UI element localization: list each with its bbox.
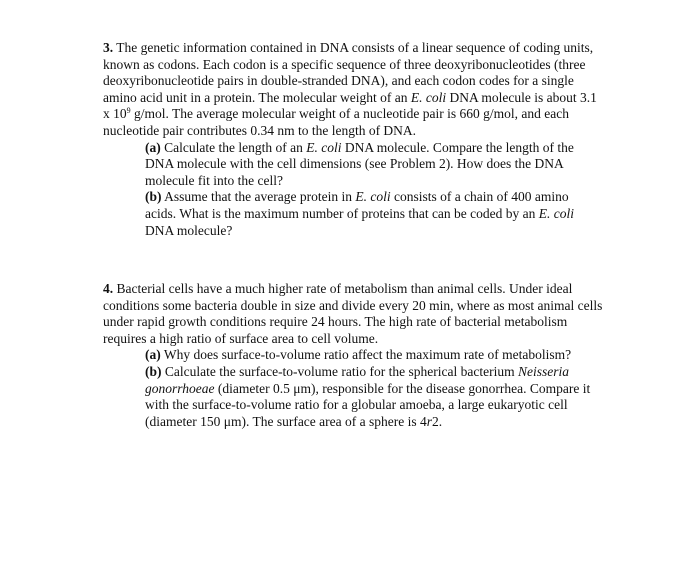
part-text: Calculate the length of an xyxy=(160,139,307,155)
organism-name: E. coli xyxy=(410,89,447,105)
organism-name: E. coli xyxy=(306,139,342,155)
problem-3-text: g/mol. The average molecular weight of a nucleotide pair is 660 g/mol, and each nucleotide pair contributes 0.34 nm to the length of DNA. xyxy=(103,106,569,138)
part-label: (a) xyxy=(145,139,161,155)
problem-4-part-b xyxy=(145,364,603,430)
organism-name: E. coli xyxy=(355,189,391,205)
species-name: Neisseria gonorrhoeae xyxy=(145,363,569,396)
math-symbol: r xyxy=(426,413,433,429)
part-text: (diameter 0.5 μm), responsible for the disease gonorrhea. Compare it with the surface-to-volume ratio for a globular amoeba, a large eukaryotic cell (diameter 150 μm). The surface area of a sphere is 4 xyxy=(145,380,591,429)
exponent: 9 xyxy=(126,106,131,116)
problem-3-part-b xyxy=(145,189,603,239)
problem-3-text: The genetic information contained in DNA consists of a linear sequence of coding units, known as codons. Each codon is a specific sequence of three deoxyribonucleotides (three deoxyribonucleotide pairs in double-stranded DNA), and each codon codes for a single amino acid unit in a protein. The molecular weight of an xyxy=(103,40,594,105)
problem-3-part-a xyxy=(145,140,603,190)
organism-name: E. coli xyxy=(538,205,575,221)
part-text: 2. xyxy=(432,413,443,429)
problem-3 xyxy=(103,40,603,239)
problem-3-intro xyxy=(103,40,603,140)
part-text: consists of a chain of 400 amino acids. What is the maximum number of proteins that can be coded by an xyxy=(145,189,569,221)
problem-4-text: Bacterial cells have a much higher rate of metabolism than animal cells. Under ideal conditions some bacteria double in size and divide every 20 min, where as most animal cells under rapid growth conditions require 24 hours. The high rate of bacterial metabolism requires a high ratio of surface area to cell volume. xyxy=(103,281,603,346)
part-label: (b) xyxy=(145,363,162,379)
part-label: (a) xyxy=(145,347,161,363)
problem-3-text: DNA molecule is about 3.1 x 10 xyxy=(103,89,597,122)
part-text: DNA molecule? xyxy=(145,222,233,238)
problem-4-intro xyxy=(103,281,603,347)
problem-4-number: 4. xyxy=(103,281,114,296)
part-text: Calculate the surface-to-volume ratio for the spherical bacterium xyxy=(161,363,518,379)
part-label: (b) xyxy=(145,189,162,205)
problem-4 xyxy=(103,281,603,430)
problem-3-number: 3. xyxy=(103,40,114,55)
part-text: DNA molecule. Compare the length of the DNA molecule with the cell dimensions (see Problem 2). How does the DNA molecule fit into the cell? xyxy=(145,139,574,188)
problem-4-part-a xyxy=(145,347,603,364)
part-text: Why does surface-to-volume ratio affect the maximum rate of metabolism? xyxy=(160,347,572,363)
part-text: Assume that the average protein in xyxy=(161,189,356,205)
